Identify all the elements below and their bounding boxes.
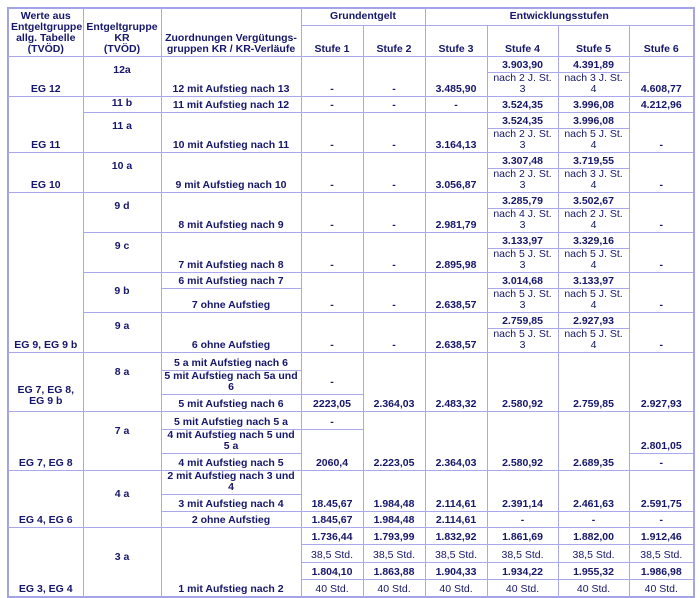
stufe-5-cell: 2.927,93 <box>558 312 629 328</box>
stufe-4-note: nach 5 J. St. 3 <box>487 328 558 352</box>
stufe-4-cell: 2.580,92 <box>487 411 558 470</box>
stufe-5-note: nach 5 J. St. 4 <box>558 248 629 272</box>
stufe-4-cell: 3.285,79 <box>487 192 558 208</box>
tvoed-cell: EG 12 <box>8 56 83 96</box>
stufe-4-note: nach 5 J. St. 3 <box>487 248 558 272</box>
table-row <box>8 411 694 429</box>
stufe-1-cell: - <box>301 112 363 152</box>
verlauf-cell: 1 mit Aufstieg nach 2 <box>161 527 301 597</box>
stufe-2-cell: 1.793,99 <box>363 527 425 544</box>
verlauf-cell: 10 mit Aufstieg nach 11 <box>161 112 301 152</box>
stufe-5-note: nach 3 J. St. 4 <box>558 72 629 96</box>
kr-cell: 9 d <box>83 192 161 232</box>
stufe-2-cell: - <box>363 96 425 112</box>
stufe-6-cell: - <box>629 192 694 232</box>
stufe-6-cell: 1.986,98 <box>629 562 694 579</box>
stufe-2-cell: - <box>363 56 425 96</box>
hours-label: 38,5 Std. <box>629 544 694 562</box>
stufe-2-cell: - <box>363 232 425 272</box>
stufe-1-cell: - <box>301 352 363 394</box>
kr-cell: 9 c <box>83 232 161 272</box>
kr-cell: 11 a <box>83 112 161 152</box>
stufe-1-cell: - <box>301 272 363 312</box>
table-row <box>8 112 694 128</box>
stufe-1-cell: - <box>301 312 363 352</box>
stufe-6-cell: 4.212,96 <box>629 96 694 112</box>
stufe-6-cell: 2.591,75 <box>629 470 694 511</box>
stufe-3-cell: 2.638,57 <box>425 272 487 312</box>
stufe-5-cell: 1.882,00 <box>558 527 629 544</box>
stufe-5-note: nach 3 J. St. 4 <box>558 168 629 192</box>
stufe-1-cell: 2223,05 <box>301 394 363 411</box>
stufe-1-cell: 1.804,10 <box>301 562 363 579</box>
tvoed-cell: EG 3, EG 4 <box>8 527 83 597</box>
verlauf-cell: 8 mit Aufstieg nach 9 <box>161 192 301 232</box>
stufe-3-cell: 1.904,33 <box>425 562 487 579</box>
tvoed-cell: EG 4, EG 6 <box>8 470 83 527</box>
header-zuordnung: Zuordnungen Vergütungs- gruppen KR / KR-Verläufe <box>161 8 301 56</box>
kr-cell: 9 b <box>83 272 161 312</box>
stufe-3-cell: 2.114,61 <box>425 470 487 511</box>
table-row <box>8 470 694 494</box>
stufe-4-cell: 3.903,90 <box>487 56 558 72</box>
stufe-5-cell: - <box>558 511 629 527</box>
table-row <box>8 527 694 544</box>
stufe-4-cell: 3.133,97 <box>487 232 558 248</box>
verlauf-cell: 4 mit Aufstieg nach 5 und 5 a <box>161 429 301 453</box>
verlauf-cell: 11 mit Aufstieg nach 12 <box>161 96 301 112</box>
hours-label: 40 Std. <box>629 579 694 597</box>
table-row <box>8 272 694 288</box>
header-stufe-6: Stufe 6 <box>629 25 694 56</box>
stufe-4-note: nach 2 J. St. 3 <box>487 128 558 152</box>
stufe-1-cell: 18.45,67 <box>301 470 363 511</box>
header-stufe-3: Stufe 3 <box>425 25 487 56</box>
stufe-2-cell: - <box>363 152 425 192</box>
table-row <box>8 56 694 72</box>
stufe-1-cell: 2060,4 <box>301 429 363 470</box>
stufe-3-cell: 3.485,90 <box>425 56 487 96</box>
stufe-6-cell: - <box>629 453 694 470</box>
stufe-1-cell: - <box>301 96 363 112</box>
stufe-4-cell: 2.759,85 <box>487 312 558 328</box>
stufe-5-cell: 3.133,97 <box>558 272 629 288</box>
verlauf-cell: 3 mit Aufstieg nach 4 <box>161 494 301 511</box>
stufe-1-cell: - <box>301 56 363 96</box>
verlauf-cell: 7 ohne Aufstieg <box>161 288 301 312</box>
stufe-6-cell: - <box>629 511 694 527</box>
tvoed-cell: EG 10 <box>8 152 83 192</box>
stufe-5-cell: 4.391,89 <box>558 56 629 72</box>
stufe-2-cell: 2.364,03 <box>363 352 425 411</box>
verlauf-cell: 2 mit Aufstieg nach 3 und 4 <box>161 470 301 494</box>
hours-label: 40 Std. <box>363 579 425 597</box>
stufe-4-note: nach 5 J. St. 3 <box>487 288 558 312</box>
stufe-6-cell: - <box>629 312 694 352</box>
kr-cell: 9 a <box>83 312 161 352</box>
hours-label: 38,5 Std. <box>487 544 558 562</box>
stufe-3-cell: - <box>425 96 487 112</box>
header-tvoed: Werte aus Entgeltgruppe allg. Tabelle (TVÖD) <box>8 8 83 56</box>
tvoed-cell: EG 11 <box>8 96 83 152</box>
hours-label: 38,5 Std. <box>425 544 487 562</box>
verlauf-cell: 2 ohne Aufstieg <box>161 511 301 527</box>
stufe-5-note: nach 5 J. St. 4 <box>558 328 629 352</box>
stufe-4-cell: 3.014,68 <box>487 272 558 288</box>
stufe-4-cell: 3.307,48 <box>487 152 558 168</box>
verlauf-cell: 5 mit Aufstieg nach 6 <box>161 394 301 411</box>
stufe-3-cell: 1.832,92 <box>425 527 487 544</box>
stufe-3-cell: 2.114,61 <box>425 511 487 527</box>
verlauf-cell: 5 mit Aufstieg nach 5a und 6 <box>161 370 301 394</box>
verlauf-cell: 9 mit Aufstieg nach 10 <box>161 152 301 192</box>
stufe-3-cell: 3.056,87 <box>425 152 487 192</box>
stufe-4-note: nach 4 J. St. 3 <box>487 208 558 232</box>
table-row <box>8 192 694 208</box>
header-kr: Entgeltgruppe KR (TVÖD) <box>83 8 161 56</box>
header-stufe-4: Stufe 4 <box>487 25 558 56</box>
verlauf-cell: 6 mit Aufstieg nach 7 <box>161 272 301 288</box>
header-grundentgelt: Grundentgelt <box>301 8 425 25</box>
kr-cell: 10 a <box>83 152 161 192</box>
tvoed-cell: EG 7, EG 8, EG 9 b <box>8 352 83 411</box>
stufe-5-note: nach 5 J. St. 4 <box>558 288 629 312</box>
hours-label: 40 Std. <box>425 579 487 597</box>
stufe-6-cell: - <box>629 112 694 152</box>
tvoed-cell: EG 7, EG 8 <box>8 411 83 470</box>
hours-label: 38,5 Std. <box>363 544 425 562</box>
hours-label: 40 Std. <box>487 579 558 597</box>
stufe-3-cell: 2.895,98 <box>425 232 487 272</box>
stufe-6-cell: 1.912,46 <box>629 527 694 544</box>
verlauf-cell: 5 mit Aufstieg nach 5 a <box>161 411 301 429</box>
stufe-4-cell: 3.524,35 <box>487 112 558 128</box>
kr-cell: 11 b <box>83 96 161 112</box>
stufe-4-note: nach 2 J. St. 3 <box>487 72 558 96</box>
salary-table <box>7 7 695 598</box>
stufe-3-cell: 2.981,79 <box>425 192 487 232</box>
stufe-5-note: nach 2 J. St. 4 <box>558 208 629 232</box>
stufe-5-cell: 1.955,32 <box>558 562 629 579</box>
verlauf-cell: 12 mit Aufstieg nach 13 <box>161 56 301 96</box>
hours-label: 38,5 Std. <box>558 544 629 562</box>
table-row <box>8 352 694 370</box>
stufe-2-cell: 2.223,05 <box>363 411 425 470</box>
verlauf-cell: 7 mit Aufstieg nach 8 <box>161 232 301 272</box>
stufe-3-cell: 3.164,13 <box>425 112 487 152</box>
header-stufe-1: Stufe 1 <box>301 25 363 56</box>
stufe-5-cell: 2.461,63 <box>558 470 629 511</box>
stufe-2-cell: - <box>363 312 425 352</box>
stufe-3-cell: 2.364,03 <box>425 411 487 470</box>
verlauf-cell: 5 a mit Aufstieg nach 6 <box>161 352 301 370</box>
kr-cell: 3 a <box>83 527 161 597</box>
stufe-6-cell: 2.927,93 <box>629 352 694 411</box>
stufe-5-cell: 2.689,35 <box>558 411 629 470</box>
stufe-3-cell: 2.638,57 <box>425 312 487 352</box>
stufe-2-cell: - <box>363 192 425 232</box>
table-row <box>8 232 694 248</box>
stufe-4-cell: - <box>487 511 558 527</box>
table-row <box>8 152 694 168</box>
stufe-4-cell: 2.391,14 <box>487 470 558 511</box>
stufe-6-cell: - <box>629 152 694 192</box>
stufe-5-cell: 2.759,85 <box>558 352 629 411</box>
stufe-6-cell: - <box>629 232 694 272</box>
stufe-4-cell: 3.524,35 <box>487 96 558 112</box>
stufe-1-cell: - <box>301 411 363 429</box>
hours-label: 40 Std. <box>558 579 629 597</box>
stufe-2-cell: 1.863,88 <box>363 562 425 579</box>
stufe-5-cell: 3.996,08 <box>558 112 629 128</box>
stufe-6-cell: 2.801,05 <box>629 411 694 453</box>
stufe-5-cell: 3.502,67 <box>558 192 629 208</box>
stufe-6-cell: - <box>629 272 694 312</box>
header-stufe-5: Stufe 5 <box>558 25 629 56</box>
kr-cell: 4 a <box>83 470 161 527</box>
kr-cell: 8 a <box>83 352 161 411</box>
stufe-5-cell: 3.996,08 <box>558 96 629 112</box>
tvoed-cell: EG 9, EG 9 b <box>8 192 83 352</box>
stufe-5-note: nach 5 J. St. 4 <box>558 128 629 152</box>
kr-cell: 7 a <box>83 411 161 470</box>
table-row <box>8 96 694 112</box>
verlauf-cell: 4 mit Aufstieg nach 5 <box>161 453 301 470</box>
stufe-6-cell: 4.608,77 <box>629 56 694 96</box>
stufe-5-cell: 3.329,16 <box>558 232 629 248</box>
stufe-4-cell: 1.934,22 <box>487 562 558 579</box>
table-row <box>8 312 694 328</box>
header-stufe-2: Stufe 2 <box>363 25 425 56</box>
stufe-4-cell: 2.580,92 <box>487 352 558 411</box>
hours-label: 38,5 Std. <box>301 544 363 562</box>
stufe-2-cell: - <box>363 272 425 312</box>
stufe-5-cell: 3.719,55 <box>558 152 629 168</box>
hours-label: 40 Std. <box>301 579 363 597</box>
stufe-2-cell: 1.984,48 <box>363 511 425 527</box>
kr-cell: 12a <box>83 56 161 96</box>
stufe-3-cell: 2.483,32 <box>425 352 487 411</box>
stufe-1-cell: - <box>301 192 363 232</box>
stufe-1-cell: - <box>301 152 363 192</box>
verlauf-cell: 6 ohne Aufstieg <box>161 312 301 352</box>
stufe-2-cell: 1.984,48 <box>363 470 425 511</box>
header-entwicklungsstufen: Entwicklungsstufen <box>425 8 694 25</box>
stufe-1-cell: 1.845,67 <box>301 511 363 527</box>
stufe-4-cell: 1.861,69 <box>487 527 558 544</box>
stufe-1-cell: - <box>301 232 363 272</box>
stufe-2-cell: - <box>363 112 425 152</box>
stufe-1-cell: 1.736,44 <box>301 527 363 544</box>
stufe-4-note: nach 2 J. St. 3 <box>487 168 558 192</box>
